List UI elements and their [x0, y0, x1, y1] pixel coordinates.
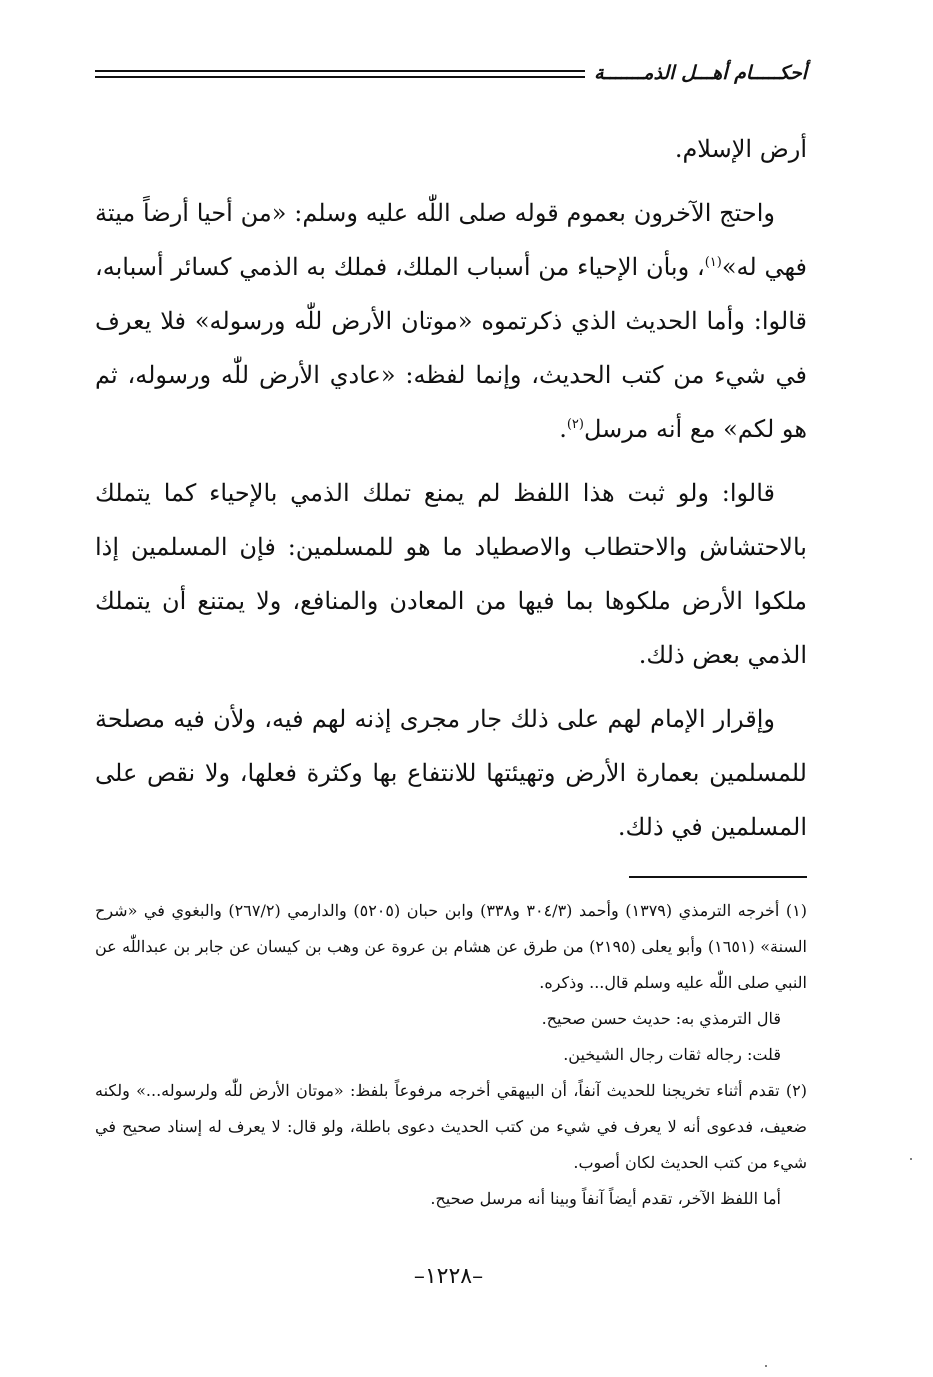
paragraph-1: أرض الإسلام.	[674, 135, 807, 163]
paragraph-3: قالوا: ولو ثبت هذا اللفظ لم يمنع تملك الذمي بالإحياء كما يتملك بالاحتشاش والاحتطاب والاصطياد ما هو للمسلمين: فإن المسلمين إذا ملكوا الأرض ملكوها بما فيها من المعادن والمنافع، ولا يمتنع أن يتملك الذمي بعض ذلك.	[95, 479, 807, 669]
paragraph-2: واحتج الآخرون بعموم قوله صلى اللّٰه عليه وسلم: «من أحيا أرضاً ميتة فهي له»$^{(١)}$، وبأن الإحياء من أسباب الملك، فملك به الذمي كسائر أسبابه، قالوا: وأما الحديث الذي ذكرتموه «موتان الأرض للّٰه ورسوله» فلا يعرف في شيء من كتب الحديث، وإنما لفظه: «عادي الأرض للّٰه ورسوله، ثم هو لكم» مع أنه مرسل$^{(٢)}$.	[95, 199, 808, 443]
footnotes	[95, 893, 807, 1217]
footnote-ref-1: (١)	[704, 255, 722, 270]
footnote-2-note-a: أما اللفظ الآخر، تقدم أيضاً آنفاً وبينا أنه مرسل صحيح.	[430, 1189, 781, 1208]
footnote-1-note-b: قلت: رجاله ثقات رجال الشيخين.	[563, 1045, 781, 1064]
running-header	[95, 58, 807, 88]
scan-speck	[765, 1365, 767, 1367]
footnote-2: (٢) تقدم أثناء تخريجنا للحديث آنفاً، أن البيهقي أخرجه مرفوعاً بلفظ: «موتان الأرض للّٰه ولرسوله...» ولكنه ضعيف، فدعوى أنه لا يعرف في شيء من كتب الحديث دعوى باطلة، ولو قال: لا يعرف له إسناد صحيح في شيء من كتب الحديث لكان أصوب.	[95, 1081, 807, 1172]
paragraph-4: وإقرار الإمام لهم على ذلك جار مجرى إذنه لهم فيه، ولأن فيه مصلحة للمسلمين بعمارة الأرض وتهيئتها للانتفاع بها وكثرة فعلها، ولا نقص على المسلمين في ذلك.	[95, 705, 807, 841]
header-rule-bottom	[95, 76, 585, 78]
header-rule-top	[95, 70, 585, 72]
footnote-separator	[629, 876, 807, 878]
footnote-1: (١) أخرجه الترمذي (١٣٧٩) وأحمد (٣٠٤/٣ و٣٣٨) وابن حبان (٥٢٠٥) والدارمي (٢٦٧/٢) والبغوي في «شرح السنة» (١٦٥١) وأبو يعلى (٢١٩٥) من طرق عن هشام بن عروة عن وهب بن كيسان عن جابر بن عبداللّٰه عن النبي صلى اللّٰه عليه وسلم قال... وذكره.	[95, 901, 808, 992]
header-double-rule	[95, 70, 585, 78]
scan-speck	[910, 1158, 912, 1160]
main-text	[95, 122, 807, 864]
page-number: –١٢٢٨–	[413, 1264, 484, 1289]
footnote-ref-2: (٢)	[566, 417, 584, 432]
running-title: أحكـــــام أهـــل الذمـــــــة	[594, 62, 807, 84]
footnote-1-note-a: قال الترمذي به: حديث حسن صحيح.	[541, 1009, 781, 1028]
